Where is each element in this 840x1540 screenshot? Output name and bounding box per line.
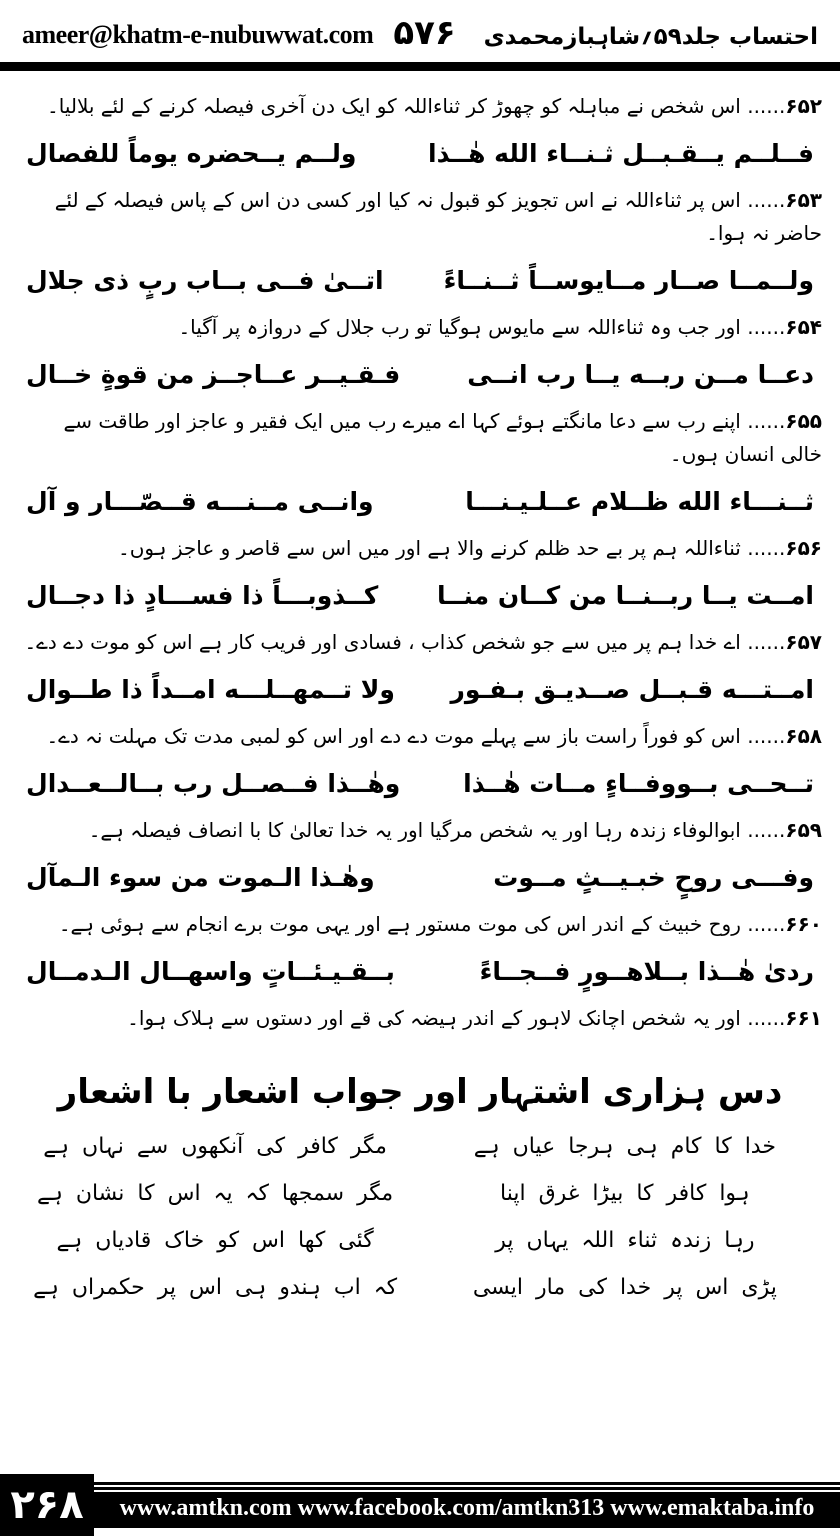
prose-text: اس شخص نے مباہلہ کو چھوڑ کر ثناءاللہ کو ایک دن آخری فیصلہ کرنے کے لئے بلالیا۔ <box>47 94 741 118</box>
verse-number: ۶۵۵ <box>785 409 822 433</box>
poem-hemistich-left: مگر سمجھا کہ یہ اس کا نشان ہے <box>37 1181 394 1206</box>
header-divider-rule <box>0 62 840 71</box>
verse-number: ۶۵۲ <box>785 94 822 118</box>
couplet-hemistich-left: اتــیٰ فــی بــاب ربٍ ذی جلال <box>26 266 384 295</box>
couplet-hemistich-right: فــلــم يــقـبــل ثـنــاء الله هٰــذا <box>428 139 814 168</box>
dots-separator: ...... <box>747 536 786 560</box>
couplet-hemistich-left: وهٰـذا الـموت من سوء الـمآل <box>26 863 375 892</box>
prose-line-658 <box>18 720 822 753</box>
couplet-row-4 <box>26 487 814 516</box>
couplet-hemistich-right: ولــمــا صــار مــايوســاً ثــنــاءً <box>443 266 814 295</box>
prose-text: اس پر ثناءاللہ نے اس تجویز کو قبول نہ کیا اور کسی دن اس کے پاس فیصلہ کے لئے حاضر نہ ہوا۔ <box>54 188 822 245</box>
dots-separator: ...... <box>747 409 786 433</box>
couplet-row-1 <box>26 139 814 168</box>
prose-line-656 <box>18 532 822 565</box>
prose-line-661 <box>18 1002 822 1035</box>
prose-line-657 <box>18 626 822 659</box>
couplet-hemistich-right: وفـــی روحٍ خبـيــثٍ مــوت <box>493 863 814 892</box>
prose-text: اور جب وہ ثناءاللہ سے مایوس ہوگیا تو رب جلال کے دروازہ پر آگیا۔ <box>178 315 741 339</box>
poem-row-2 <box>26 1181 814 1206</box>
prose-text: اس کو فوراً راست باز سے پہلے موت دے دے اور اس کو لمبی مدت تک مہلت نہ دے۔ <box>46 724 741 748</box>
prose-text: ابوالوفاء زندہ رہا اور یہ شخص مرگیا اور یہ خدا تعالیٰ کا با انصاف فیصلہ ہے۔ <box>88 818 741 842</box>
couplet-hemistich-left: وانــی مــنـــه قــصّـــار و آل <box>26 487 374 516</box>
verse-number: ۶۵۹ <box>785 818 822 842</box>
poem-hemistich-right: خدا کا کام ہی ہرجا عیاں ہے <box>473 1134 776 1159</box>
couplet-hemistich-right: تــحــی بــووفــاءٍ مــات هٰــذا <box>463 769 814 798</box>
prose-text: ثناءاللہ ہم پر بے حد ظلم کرنے والا ہے اور میں اس سے قاصر و عاجز ہوں۔ <box>118 536 741 560</box>
urdu-poem <box>0 1134 840 1300</box>
couplet-row-7 <box>26 769 814 798</box>
poem-hemistich-left: مگر کافر کی آنکھوں سے نہاں ہے <box>43 1134 387 1159</box>
section-heading: دس ہزاری اشتہار اور جواب اشعار با اشعار <box>57 1072 783 1112</box>
couplet-hemistich-right: ثــنـــاء الله ظــلام عــلـيـنـــا <box>465 487 814 516</box>
poem-hemistich-right: ہوا کافر کا بیڑا غرق اپنا <box>500 1181 750 1206</box>
footer-page-number: ۲۶۸ <box>0 1474 94 1536</box>
poem-hemistich-left: گئی کھا اس کو خاک قادیاں ہے <box>56 1228 374 1253</box>
footer-bar-line <box>94 1485 840 1487</box>
poem-hemistich-right: رہا زندہ ثناء اللہ یہاں پر <box>495 1228 755 1253</box>
poem-row-3 <box>26 1228 814 1253</box>
prose-line-659 <box>18 814 822 847</box>
footer-urls: www.amtkn.com www.facebook.com/amtkn313 www.emaktaba.info <box>119 1495 815 1521</box>
dots-separator: ...... <box>747 724 786 748</box>
page-header <box>0 0 840 54</box>
dots-separator: ...... <box>747 315 786 339</box>
verse-number: ۶۵۶ <box>785 536 822 560</box>
book-title: احتساب جلد۵۹؍شاہبازمحمدی <box>483 24 818 50</box>
verse-number: ۶۶۱ <box>785 1006 822 1030</box>
couplet-hemistich-left: كــذوبـــاً ذا فســـادٍ ذا دجــال <box>26 581 379 610</box>
prose-line-655 <box>18 405 822 471</box>
dots-separator: ...... <box>747 818 786 842</box>
verse-number: ۶۵۷ <box>785 630 822 654</box>
couplet-hemistich-left: ولــم يــحضره يوماً للفصال <box>26 139 357 168</box>
couplet-hemistich-left: فـقـيــر عــاجــز من قوةٍ خــال <box>26 360 401 389</box>
couplet-row-9 <box>26 957 814 986</box>
couplet-hemistich-right: دعــا مــن ربــه يــا رب انــی <box>467 360 814 389</box>
prose-line-652 <box>18 90 822 123</box>
couplet-hemistich-left: ولا تــمهــلـــه امــداً ذا طــوال <box>26 675 395 704</box>
couplet-hemistich-right: ردیٰ هٰــذا بــلاهــورٍ فــجــاءً <box>479 957 814 986</box>
prose-text: اور یہ شخص اچانک لاہور کے اندر ہیضہ کی قے اور دستوں سے ہلاک ہوا۔ <box>127 1006 741 1030</box>
prose-text: روح خبیث کے اندر اس کی موت مستور ہے اور یہی موت برے انجام سے ہوئی ہے۔ <box>58 912 741 936</box>
page-footer <box>0 1474 840 1536</box>
prose-line-654 <box>18 311 822 344</box>
verse-number: ۶۵۸ <box>785 724 822 748</box>
poem-hemistich-left: کہ اب ہندو ہی اس پر حکمراں ہے <box>33 1275 398 1300</box>
email-text: ameer@khatm-e-nubuwwat.com <box>22 20 374 49</box>
couplet-row-5 <box>26 581 814 610</box>
couplet-hemistich-left: بــقـيـئــاتٍ واسهــال الـدمــال <box>26 957 395 986</box>
couplet-row-2 <box>26 266 814 295</box>
verse-number: ۶۶۰ <box>785 912 822 936</box>
dots-separator: ...... <box>747 188 786 212</box>
main-content <box>0 71 840 1035</box>
verse-number: ۶۵۳ <box>785 188 822 212</box>
couplet-hemistich-left: وهٰــذا فــصــل رب بــالــعــدال <box>26 769 401 798</box>
top-page-number: ۵۷۶ <box>393 13 456 53</box>
couplet-hemistich-right: امــت يــا ربــنــا من كــان منــا <box>436 581 814 610</box>
poem-row-1 <box>26 1134 814 1159</box>
footer-bar-line <box>94 1490 840 1492</box>
dots-separator: ...... <box>747 94 786 118</box>
verse-number: ۶۵۴ <box>785 315 822 339</box>
couplet-row-8 <box>26 863 814 892</box>
couplet-row-3 <box>26 360 814 389</box>
dots-separator: ...... <box>747 912 786 936</box>
prose-text: اے خدا ہم پر میں سے جو شخص کذاب ، فسادی اور فریب کار ہے اس کو موت دے دے۔ <box>24 630 741 654</box>
prose-text: اپنے رب سے دعا مانگتے ہوئے کہا اے میرے رب میں ایک فقیر و عاجز اور طاقت سے خالی انسان ہوں۔ <box>63 409 822 466</box>
dots-separator: ...... <box>747 630 786 654</box>
poem-hemistich-right: پڑی اس پر خدا کی مار ایسی <box>472 1275 777 1300</box>
prose-line-653 <box>18 184 822 250</box>
couplet-hemistich-right: امــتـــه قـبــل صــديـق بـفـور <box>450 675 814 704</box>
dots-separator: ...... <box>747 1006 786 1030</box>
poem-row-4 <box>26 1275 814 1300</box>
couplet-row-6 <box>26 675 814 704</box>
prose-line-660 <box>18 908 822 941</box>
footer-bar <box>94 1482 840 1528</box>
